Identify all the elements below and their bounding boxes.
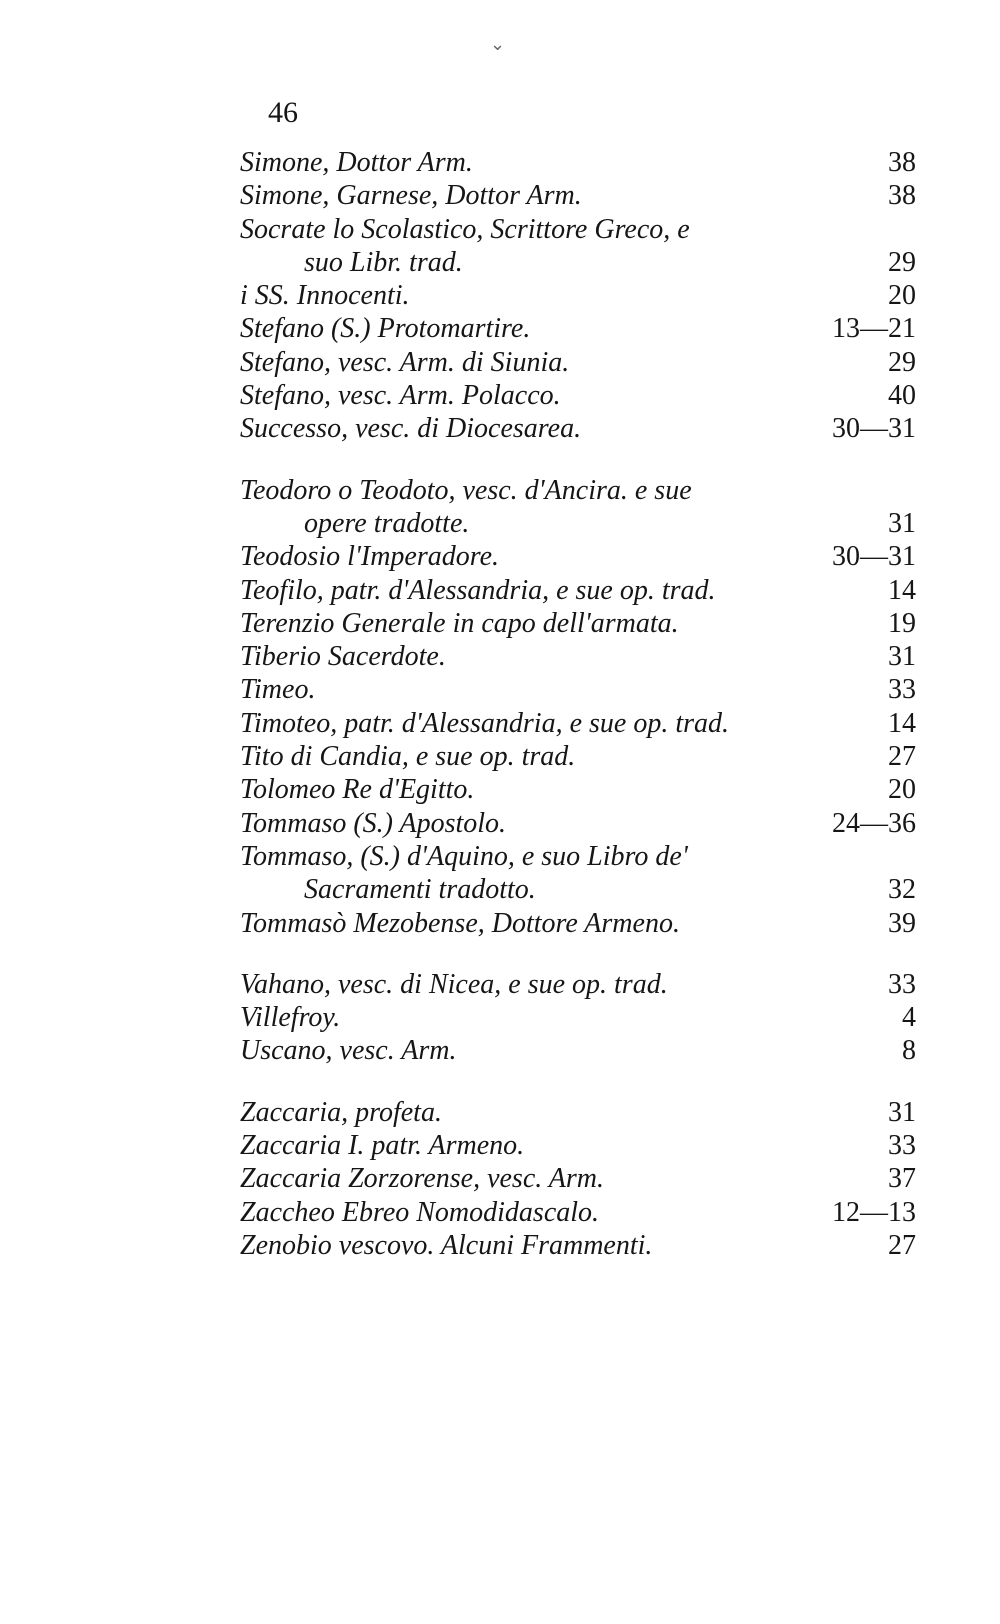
- entry-text: Vahano, vesc. di Nicea, e sue op. trad.: [240, 968, 668, 1000]
- index-entry: [240, 707, 916, 740]
- entry-text: Teofilo, patr. d'Alessandria, e sue op. trad.: [240, 574, 716, 606]
- entry-text: Zaccaria Zorzorense, vesc. Arm.: [240, 1163, 604, 1195]
- entry-page-ref: 39: [888, 907, 916, 939]
- index-entry-continuation: [240, 873, 916, 906]
- index-entry: [240, 740, 916, 773]
- entry-page-ref: 29: [888, 246, 916, 278]
- index-entry: [240, 1162, 916, 1195]
- entry-text: Tommaso (S.) Apostolo.: [240, 807, 507, 839]
- entry-text: Tommaso, (S.) d'Aquino, e suo Libro de': [240, 840, 688, 872]
- entry-text: Simone, Dottor Arm.: [240, 147, 473, 178]
- index-group: [240, 474, 916, 940]
- entry-text: Terenzio Generale in capo dell'armata.: [240, 607, 679, 639]
- entry-page-ref: 33: [888, 968, 916, 1000]
- entry-page-ref: 37: [888, 1163, 916, 1195]
- entry-text: Stefano, vesc. Arm. di Siunia.: [240, 346, 570, 378]
- index-entry: [240, 1034, 916, 1067]
- entry-page-ref: 20: [888, 774, 916, 806]
- index-entry: [240, 1096, 916, 1129]
- entry-text: Timeo.: [240, 674, 316, 706]
- entry-text: Tolomeo Re d'Egitto.: [240, 774, 475, 806]
- entry-page-ref: 33: [888, 1130, 916, 1162]
- entry-text: Zenobio vescovo. Alcuni Frammenti.: [240, 1229, 653, 1261]
- entry-text: Uscano, vesc. Arm.: [240, 1035, 457, 1067]
- entry-text: Tito di Candia, e sue op. trad.: [240, 741, 576, 773]
- entry-page-ref: 30—31: [832, 413, 916, 445]
- entry-text: suo Libr. trad.: [304, 246, 463, 278]
- index-entry-continuation: [240, 507, 916, 540]
- index-list: [240, 146, 916, 1290]
- index-entry: [240, 213, 916, 246]
- entry-text: opere tradotte.: [304, 507, 470, 539]
- entry-page-ref: 27: [888, 1229, 916, 1261]
- entry-page-ref: 40: [888, 380, 916, 412]
- index-entry: [240, 379, 916, 412]
- entry-text: Zaccaria, profeta.: [240, 1096, 442, 1128]
- page-number: 46: [268, 96, 298, 129]
- index-entry: [240, 540, 916, 573]
- index-entry: [240, 773, 916, 806]
- entry-text: Teodoro o Teodoto, vesc. d'Ancira. e sue: [240, 474, 692, 506]
- index-entry: [240, 1229, 916, 1262]
- entry-text: Successo, vesc. di Diocesarea.: [240, 413, 582, 445]
- entry-page-ref: 38: [888, 147, 916, 178]
- index-entry: [240, 907, 916, 940]
- index-entry: [240, 673, 916, 706]
- entry-page-ref: 29: [888, 346, 916, 378]
- index-entry: [240, 968, 916, 1001]
- index-entry: [240, 179, 916, 212]
- entry-page-ref: 14: [888, 574, 916, 606]
- entry-page-ref: 24—36: [832, 807, 916, 839]
- index-entry: [240, 474, 916, 507]
- index-entry: [240, 279, 916, 312]
- index-entry: [240, 640, 916, 673]
- index-entry: [240, 1001, 916, 1034]
- entry-text: Timoteo, patr. d'Alessandria, e sue op. trad.: [240, 707, 730, 739]
- entry-text: Stefano, vesc. Arm. Polacco.: [240, 380, 561, 412]
- entry-text: Tiberio Sacerdote.: [240, 641, 446, 673]
- entry-page-ref: 20: [888, 280, 916, 312]
- index-entry: [240, 312, 916, 345]
- index-entry: [240, 1129, 916, 1162]
- index-entry: [240, 840, 916, 873]
- entry-page-ref: 30—31: [832, 541, 916, 573]
- index-entry: [240, 574, 916, 607]
- index-entry: [240, 807, 916, 840]
- entry-page-ref: 31: [888, 641, 916, 673]
- index-entry: [240, 412, 916, 445]
- ink-speck-mark: ⌄: [490, 34, 506, 54]
- entry-page-ref: 32: [888, 874, 916, 906]
- entry-page-ref: 4: [902, 1002, 916, 1034]
- index-entry: [240, 146, 916, 179]
- entry-text: Teodosio l'Imperadore.: [240, 541, 500, 573]
- entry-text: Socrate lo Scolastico, Scrittore Greco, e: [240, 213, 690, 245]
- entry-page-ref: 19: [888, 607, 916, 639]
- entry-page-ref: 12—13: [832, 1196, 916, 1228]
- index-entry: [240, 607, 916, 640]
- index-group: [240, 968, 916, 1068]
- entry-text: Villefroy.: [240, 1002, 341, 1034]
- index-group: [240, 146, 916, 446]
- entry-text: Stefano (S.) Protomartire.: [240, 313, 531, 345]
- entry-page-ref: 27: [888, 741, 916, 773]
- entry-page-ref: 31: [888, 507, 916, 539]
- index-group: [240, 1096, 916, 1262]
- entry-page-ref: 33: [888, 674, 916, 706]
- entry-page-ref: 31: [888, 1096, 916, 1128]
- entry-text: i SS. Innocenti.: [240, 280, 410, 312]
- entry-text: Zaccheo Ebreo Nomodidascalo.: [240, 1196, 600, 1228]
- entry-page-ref: 14: [888, 707, 916, 739]
- entry-text: Simone, Garnese, Dottor Arm.: [240, 180, 582, 212]
- entry-text: Zaccaria I. patr. Armeno.: [240, 1130, 525, 1162]
- index-entry-continuation: [240, 246, 916, 279]
- entry-text: Tommasò Mezobense, Dottore Armeno.: [240, 907, 680, 939]
- entry-page-ref: 8: [902, 1035, 916, 1067]
- entry-text: Sacramenti tradotto.: [304, 874, 536, 906]
- entry-page-ref: 38: [888, 180, 916, 212]
- index-entry: [240, 346, 916, 379]
- entry-page-ref: 13—21: [832, 313, 916, 345]
- index-entry: [240, 1196, 916, 1229]
